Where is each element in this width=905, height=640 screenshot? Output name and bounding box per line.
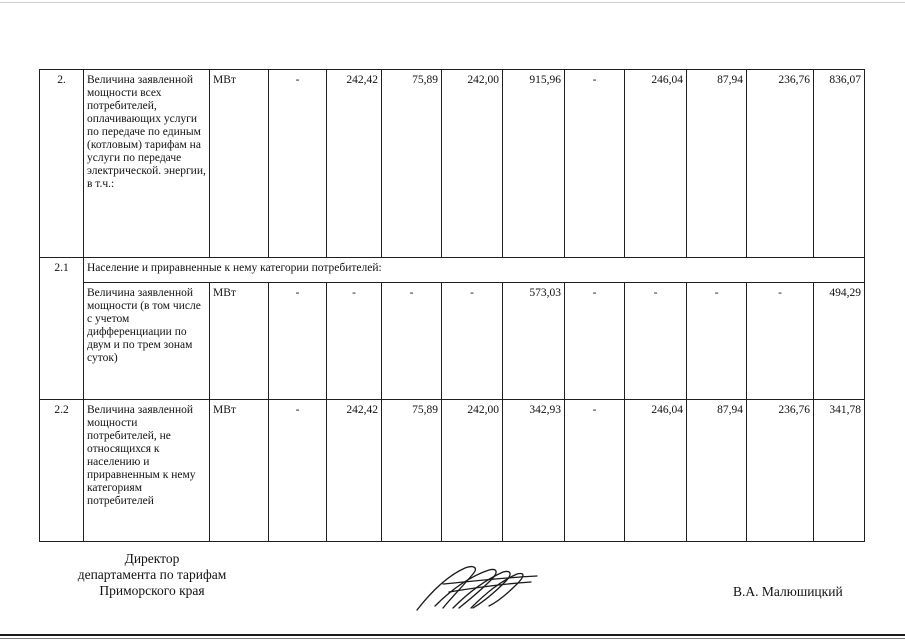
value-cell: -	[269, 400, 327, 542]
scan-edge-bottom	[0, 634, 905, 636]
value-cell: 75,89	[382, 400, 442, 542]
value-cell: 236,76	[747, 400, 814, 542]
value-cell: 242,42	[327, 400, 382, 542]
value-cell: 836,07	[814, 70, 865, 258]
value-cell: 246,04	[625, 400, 687, 542]
value-cell: 242,00	[442, 70, 503, 258]
value-cell: -	[565, 283, 625, 400]
table-row-2-2	[40, 400, 865, 542]
value-cell: -	[382, 283, 442, 400]
row-number: 2.2	[40, 400, 84, 542]
row-number: 2.	[40, 70, 84, 258]
value-cell: 246,04	[625, 70, 687, 258]
table-row-2-1	[40, 258, 865, 283]
value-cell: 915,96	[503, 70, 565, 258]
value-cell: 342,93	[503, 400, 565, 542]
tariff-table	[39, 69, 865, 542]
handwritten-signature	[413, 562, 543, 614]
section-title: Население и приравненные к нему категории потребителей:	[84, 258, 865, 283]
scan-edge-bottom-secondary	[0, 638, 905, 639]
value-cell: -	[269, 70, 327, 258]
value-cell: -	[327, 283, 382, 400]
value-cell: 87,94	[687, 70, 747, 258]
value-cell: 242,00	[442, 400, 503, 542]
row-unit: МВт	[210, 400, 269, 542]
value-cell: -	[269, 283, 327, 400]
row-description: Величина заявленной мощности всех потребителей, оплачивающих услуги по передаче по единым (котловым) тарифам на услуги по передаче электрической. энергии, в т.ч.:	[84, 70, 210, 258]
value-cell: 236,76	[747, 70, 814, 258]
value-cell: 341,78	[814, 400, 865, 542]
value-cell: -	[442, 283, 503, 400]
row-number: 2.1	[40, 258, 84, 400]
value-cell: -	[565, 400, 625, 542]
row-unit: МВт	[210, 283, 269, 400]
table-row-2	[40, 70, 865, 258]
signatory-position	[52, 551, 252, 599]
value-cell: 75,89	[382, 70, 442, 258]
value-cell: 573,03	[503, 283, 565, 400]
row-description: Величина заявленной мощности потребителей, не относящихся к населению и приравненным к нему категориям потребителей	[84, 400, 210, 542]
value-cell: 87,94	[687, 400, 747, 542]
value-cell: -	[625, 283, 687, 400]
position-line: департамента по тарифам	[77, 567, 227, 582]
signer-name: В.А. Малюшицкий	[733, 584, 843, 599]
value-cell: 494,29	[814, 283, 865, 400]
position-line: Приморского края	[99, 583, 205, 598]
value-cell: -	[747, 283, 814, 400]
scan-edge-top	[0, 2, 905, 3]
table-row-2-1-data	[40, 283, 865, 400]
value-cell: -	[565, 70, 625, 258]
position-line: Директор	[124, 551, 180, 566]
row-unit: МВт	[210, 70, 269, 258]
row-description: Величина заявленной мощности (в том числе с учетом дифференциации по двум и по трем зонам суток)	[84, 283, 210, 400]
value-cell: 242,42	[327, 70, 382, 258]
value-cell: -	[687, 283, 747, 400]
